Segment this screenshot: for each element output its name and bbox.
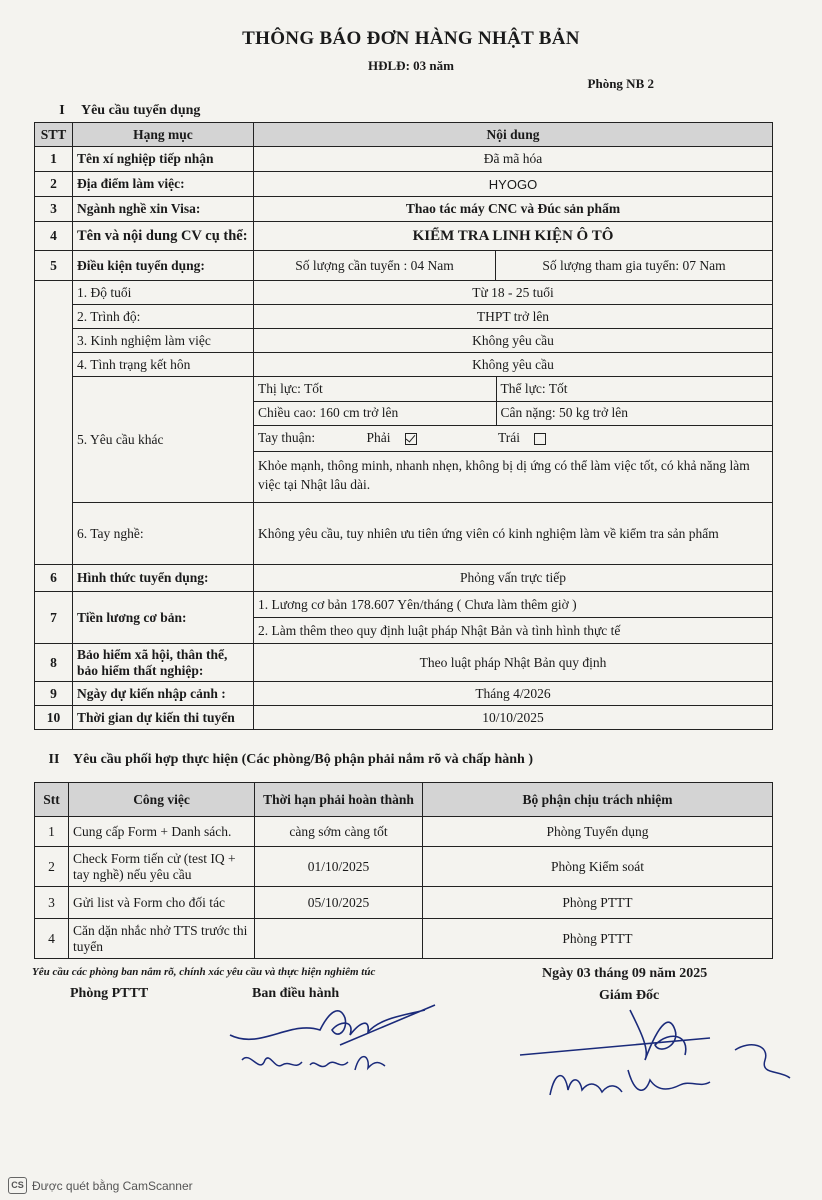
table-row: [35, 305, 773, 329]
age-value: Từ 18 - 25 tuổi: [254, 281, 773, 305]
signer-board-title: Ban điều hành: [252, 986, 340, 1001]
col-header-deadline: Thời hạn phải hoàn thành: [255, 783, 423, 817]
weight-requirement: Cân nặng: 50 kg trở lên: [496, 401, 773, 425]
table-row: [35, 222, 773, 251]
department-cell: Phòng PTTT: [423, 887, 773, 919]
other-requirements-cell: [254, 377, 773, 503]
row-number: 6: [35, 565, 73, 592]
task-cell: Check Form tiến cử (test IQ + tay nghề) nếu yêu cầu: [69, 847, 255, 887]
row-label: 3. Kinh nghiệm làm việc: [73, 329, 254, 353]
board-signature: [220, 990, 450, 1100]
table-row: [35, 817, 773, 847]
row-number: 3: [35, 887, 69, 919]
row-number: 2: [35, 847, 69, 887]
row-label: Ngành nghề xin Visa:: [73, 197, 254, 222]
table-row: [35, 919, 773, 959]
location-value: HYOGO: [254, 172, 773, 197]
row-label: 1. Độ tuổi: [73, 281, 254, 305]
right-hand-checkbox-icon: [405, 433, 417, 445]
section-2-title: Yêu cầu phối hợp thực hiện (Các phòng/Bộ phận phải nắm rõ và chấp hành ): [72, 752, 533, 767]
deadline-cell: càng sớm càng tốt: [255, 817, 423, 847]
row-label: Ngày dự kiến nhập cảnh :: [73, 682, 254, 706]
col-header-stt: Stt: [35, 783, 69, 817]
document-title: THÔNG BÁO ĐƠN HÀNG NHẬT BẢN: [242, 28, 580, 49]
marital-value: Không yêu cầu: [254, 353, 773, 377]
camscanner-watermark: [8, 1177, 193, 1194]
recruitment-form-value: Phỏng vấn trực tiếp: [254, 565, 773, 592]
col-header-task: Công việc: [69, 783, 255, 817]
candidate-quantity: Số lượng tham gia tuyển: 07 Nam: [496, 251, 773, 281]
experience-value: Không yêu cầu: [254, 329, 773, 353]
row-label: Hình thức tuyển dụng:: [73, 565, 254, 592]
row-number: 1: [35, 147, 73, 172]
hiring-quantity: Số lượng cần tuyển : 04 Nam: [254, 251, 496, 281]
row-label: 5. Yêu cầu khác: [73, 377, 254, 503]
row-label: Điều kiện tuyển dụng:: [73, 251, 254, 281]
table-row: [35, 592, 773, 618]
table-row: [35, 251, 773, 281]
table-row: [35, 682, 773, 706]
exam-date-value: 10/10/2025: [254, 706, 773, 730]
table-row: [35, 377, 773, 503]
table-row: [35, 887, 773, 919]
deadline-cell: 01/10/2025: [255, 847, 423, 887]
entry-date-value: Tháng 4/2026: [254, 682, 773, 706]
table-row: [35, 644, 773, 682]
row-number: 9: [35, 682, 73, 706]
row-number: 5: [35, 251, 73, 281]
visa-occupation-value: Thao tác máy CNC và Đúc sản phẩm: [254, 197, 773, 222]
signer-director-title: Giám Đốc: [599, 988, 660, 1003]
row-number: 10: [35, 706, 73, 730]
row-label: Tên xí nghiệp tiếp nhận: [73, 147, 254, 172]
requirements-table: [34, 122, 773, 730]
signer-ptt-title: Phòng PTTT: [70, 986, 149, 1001]
row-number: 2: [35, 172, 73, 197]
department-cell: Phòng Kiểm soát: [423, 847, 773, 887]
department-cell: Phòng Tuyển dụng: [423, 817, 773, 847]
row-label: Tiền lương cơ bản:: [73, 592, 254, 644]
row-number: 4: [35, 222, 73, 251]
right-hand-label: Phải: [366, 430, 391, 445]
row-label: Tên và nội dung CV cụ thể:: [73, 222, 254, 251]
col-header-stt: STT: [35, 123, 73, 147]
table-row: [35, 329, 773, 353]
left-hand-label: Trái: [497, 430, 520, 445]
education-value: THPT trở lên: [254, 305, 773, 329]
deadline-cell: 05/10/2025: [255, 887, 423, 919]
vision-requirement: Thị lực: Tốt: [254, 377, 496, 401]
table-row: [35, 353, 773, 377]
job-title-value: KIỂM TRA LINH KIỆN Ô TÔ: [254, 222, 773, 251]
table-row: [35, 197, 773, 222]
section-1-heading: [46, 103, 200, 119]
task-cell: Cung cấp Form + Danh sách.: [69, 817, 255, 847]
row-label: Bảo hiểm xã hội, thân thể, bảo hiểm thất nghiệp:: [73, 644, 254, 682]
section-1-title: Yêu cầu tuyển dụng: [80, 103, 201, 118]
row-label: 2. Trình độ:: [73, 305, 254, 329]
camscanner-logo-icon: CS: [8, 1177, 27, 1194]
row-number: 1: [35, 817, 69, 847]
coordination-table: [34, 782, 773, 959]
height-requirement: Chiều cao: 160 cm trở lên: [254, 401, 496, 425]
table-row: [35, 565, 773, 592]
department-label: Phòng NB 2: [587, 76, 654, 91]
skill-value: Không yêu cầu, tuy nhiên ưu tiên ứng viên có kinh nghiệm làm về kiểm tra sản phẩm: [254, 503, 773, 565]
col-header-department: Bộ phận chịu trách nhiệm: [423, 783, 773, 817]
department-cell: Phòng PTTT: [423, 919, 773, 959]
row-label: 6. Tay nghề:: [73, 503, 254, 565]
task-cell: Căn dặn nhắc nhở TTS trước thi tuyển: [69, 919, 255, 959]
table-row: [35, 503, 773, 565]
deadline-cell: [255, 919, 423, 959]
handedness-label: Tay thuận:: [258, 430, 316, 445]
section-2-heading: [38, 752, 533, 768]
col-header-item: Hạng mục: [73, 123, 254, 147]
section-1-number: I: [59, 103, 65, 118]
camscanner-text: Được quét bằng CamScanner: [32, 1178, 193, 1193]
row-number: 3: [35, 197, 73, 222]
table-row: [35, 706, 773, 730]
health-requirement: Khỏe mạnh, thông minh, nhanh nhẹn, không bị dị ứng có thể làm việc tốt, có khả năng làm việc tại Nhật lâu dài.: [254, 451, 773, 499]
row-number: 7: [35, 592, 73, 644]
blank-stt-cell: [35, 281, 73, 565]
contract-duration: HĐLĐ: 03 năm: [368, 58, 454, 73]
section-2-number: II: [48, 752, 60, 767]
handedness-row: [254, 425, 773, 451]
left-hand-checkbox-icon: [534, 433, 546, 445]
table-row: [35, 172, 773, 197]
table-row: [35, 847, 773, 887]
fitness-requirement: Thể lực: Tốt: [496, 377, 773, 401]
col-header-content: Nội dung: [254, 123, 773, 147]
row-number: 8: [35, 644, 73, 682]
table-row: [35, 281, 773, 305]
base-salary-value: 1. Lương cơ bản 178.607 Yên/tháng ( Chưa làm thêm giờ ): [254, 592, 773, 618]
row-number: 4: [35, 919, 69, 959]
task-cell: Gửi list và Form cho đối tác: [69, 887, 255, 919]
instruction-note: Yêu cầu các phòng ban nắm rõ, chính xác yêu cầu và thực hiện nghiêm túc: [32, 966, 376, 978]
row-label: Địa điểm làm việc:: [73, 172, 254, 197]
insurance-value: Theo luật pháp Nhật Bản quy định: [254, 644, 773, 682]
row-label: Thời gian dự kiến thi tuyển: [73, 706, 254, 730]
table-row: [35, 147, 773, 172]
director-signature: [510, 1000, 810, 1105]
row-label: 4. Tình trạng kết hôn: [73, 353, 254, 377]
company-value: Đã mã hóa: [254, 147, 773, 172]
overtime-value: 2. Làm thêm theo quy định luật pháp Nhật Bản và tình hình thực tế: [254, 618, 773, 644]
signing-date: Ngày 03 tháng 09 năm 2025: [542, 966, 708, 981]
